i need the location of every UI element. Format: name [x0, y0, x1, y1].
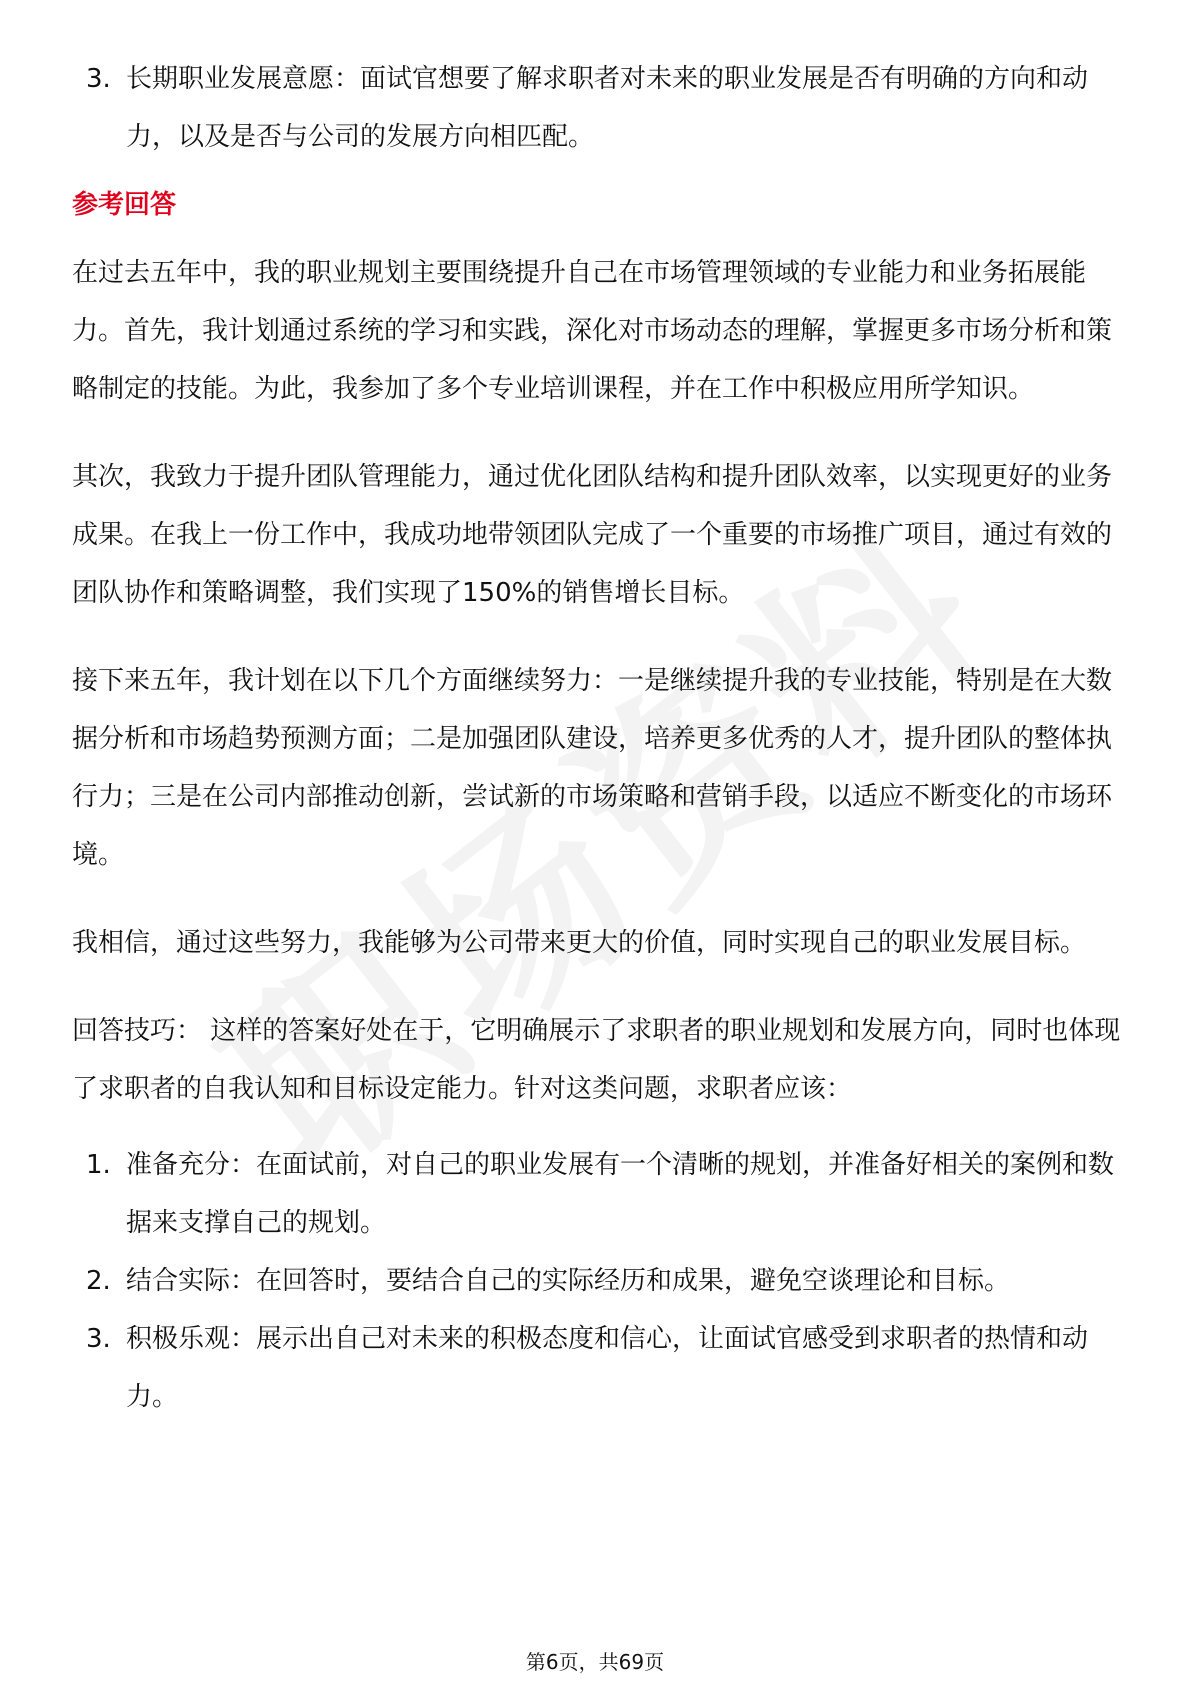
list-item — [72, 1252, 1122, 1310]
answer-paragraph: 我相信，通过这些努力，我能够为公司带来更大的价值，同时实现自己的职业发展目标。 — [72, 928, 1087, 958]
tips-paragraph: 回答技巧： 这样的答案好处在于，它明确展示了求职者的职业规划和发展方向，同时也体现了求职者的自我认知和目标设定能力。针对这类问题，求职者应该： — [72, 1016, 1121, 1104]
question-intent-list — [72, 50, 1122, 166]
document-body — [72, 50, 1122, 1426]
list-number: 3. — [86, 64, 111, 94]
list-number: 2. — [86, 1266, 111, 1296]
answer-paragraph: 在过去五年中，我的职业规划主要围绕提升自己在市场管理领域的专业能力和业务拓展能力。首先，我计划通过系统的学习和实践，深化对市场动态的理解，掌握更多市场分析和策略制定的技能。为此，我参加了多个专业培训课程，并在工作中积极应用所学知识。 — [72, 258, 1113, 404]
list-text: 准备充分：在面试前，对自己的职业发展有一个清晰的规划，并准备好相关的案例和数据来支撑自己的规划。 — [126, 1150, 1115, 1238]
list-item — [72, 1136, 1122, 1252]
answer-paragraph: 其次，我致力于提升团队管理能力，通过优化团队结构和提升团队效率，以实现更好的业务成果。在我上一份工作中，我成功地带领团队完成了一个重要的市场推广项目，通过有效的团队协作和策略调整，我们实现了150%的销售增长目标。 — [72, 462, 1113, 608]
list-item — [72, 1310, 1122, 1426]
list-item — [72, 50, 1122, 166]
page-footer: 第6页，共69页 — [525, 1650, 665, 1674]
list-text: 积极乐观：展示出自己对未来的积极态度和信心，让面试官感受到求职者的热情和动力。 — [126, 1324, 1089, 1412]
answer-paragraph: 接下来五年，我计划在以下几个方面继续努力：一是继续提升我的专业技能，特别是在大数据分析和市场趋势预测方面；二是加强团队建设，培养更多优秀的人才，提升团队的整体执行力；三是在公司内部推动创新，尝试新的市场策略和营销手段，以适应不断变化的市场环境。 — [72, 666, 1113, 870]
tips-list — [72, 1136, 1122, 1426]
answer-heading: 参考回答 — [72, 190, 177, 220]
list-number: 1. — [86, 1150, 111, 1180]
list-text: 长期职业发展意愿：面试官想要了解求职者对未来的职业发展是否有明确的方向和动力，以及是否与公司的发展方向相匹配。 — [126, 64, 1089, 152]
list-number: 3. — [86, 1324, 111, 1354]
list-text: 结合实际：在回答时，要结合自己的实际经历和成果，避免空谈理论和目标。 — [126, 1266, 1011, 1296]
